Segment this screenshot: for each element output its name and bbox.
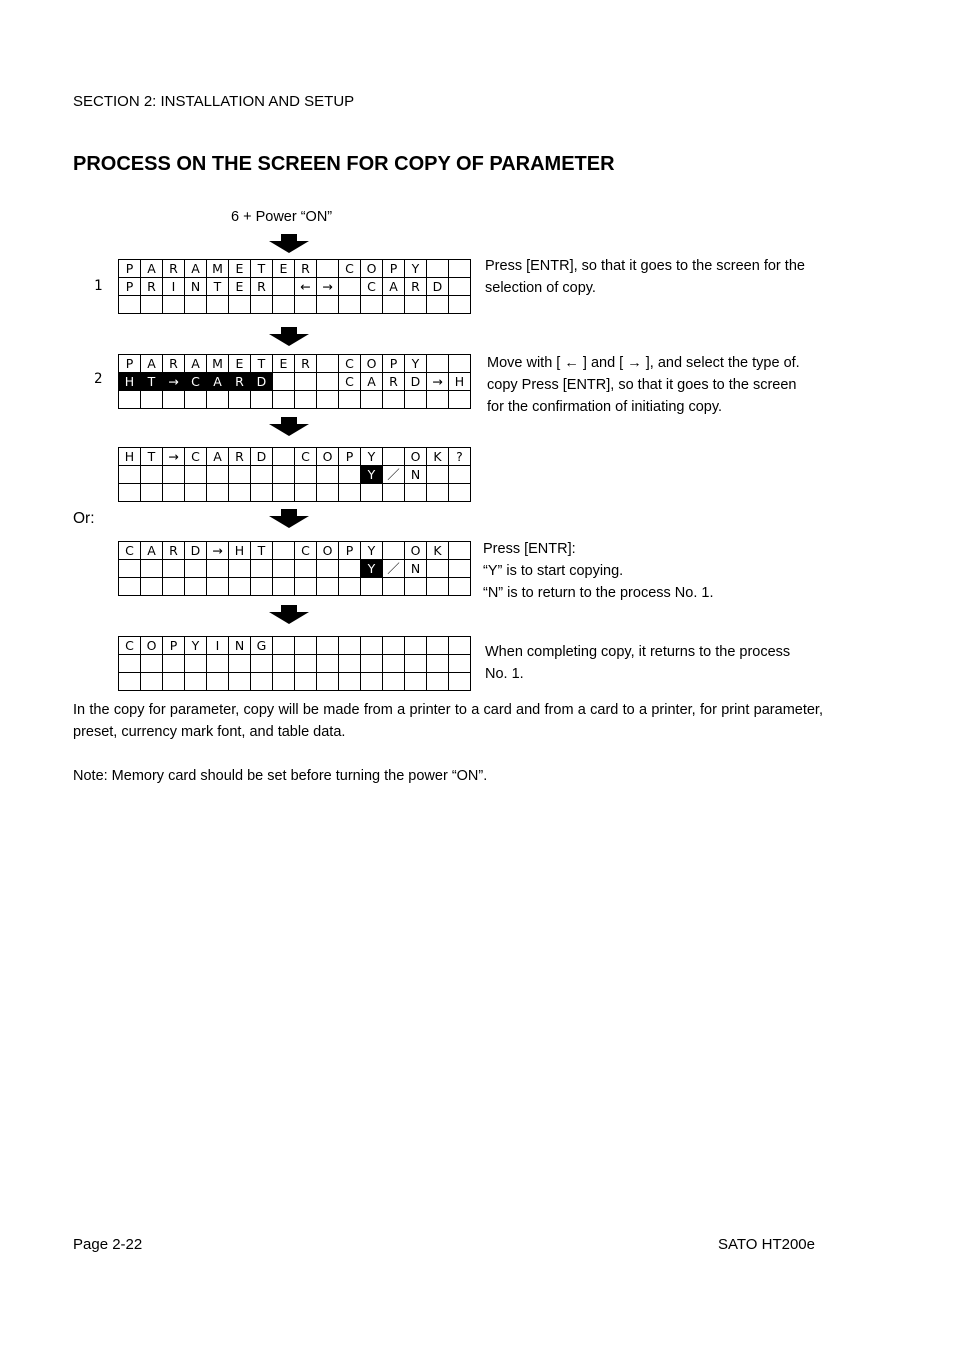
lcd-cell: E — [229, 355, 251, 373]
lcd-cell — [361, 578, 383, 596]
lcd-cell: G — [251, 637, 273, 655]
lcd-cell — [207, 578, 229, 596]
lcd-cell: R — [295, 260, 317, 278]
lcd-cell: D — [427, 278, 449, 296]
step-number: 2 — [94, 371, 103, 387]
lcd-cell: C — [119, 542, 141, 560]
lcd-cell — [317, 578, 339, 596]
lcd-cell: A — [185, 260, 207, 278]
lcd-cell: T — [251, 355, 273, 373]
lcd-cell — [383, 391, 405, 409]
lcd-cell — [405, 578, 427, 596]
lcd-cell — [207, 655, 229, 673]
lcd-cell — [273, 278, 295, 296]
lcd-cell — [185, 296, 207, 314]
lcd-cell — [361, 296, 383, 314]
lcd-cell — [141, 655, 163, 673]
lcd-cell: O — [361, 355, 383, 373]
lcd-cell: C — [339, 355, 361, 373]
lcd-cell — [295, 655, 317, 673]
lcd-cell — [141, 484, 163, 502]
lcd-cell: O — [405, 542, 427, 560]
lcd-screen-2 — [118, 354, 471, 409]
lcd-cell: E — [229, 278, 251, 296]
lcd-cell — [317, 296, 339, 314]
lcd-cell — [427, 355, 449, 373]
lcd-cell: P — [383, 355, 405, 373]
lcd-cell — [449, 278, 471, 296]
lcd-cell — [405, 391, 427, 409]
description-line: Press [ENTR], so that it goes to the screen for the — [485, 258, 805, 274]
lcd-cell: → — [427, 373, 449, 391]
lcd-cell: C — [119, 637, 141, 655]
description-step-2 — [487, 352, 832, 418]
lcd-cell: C — [339, 373, 361, 391]
lcd-cell: → — [163, 373, 185, 391]
lcd-cell: C — [295, 542, 317, 560]
lcd-row — [119, 542, 471, 560]
lcd-cell — [317, 355, 339, 373]
lcd-cell — [273, 391, 295, 409]
lcd-cell: P — [119, 260, 141, 278]
lcd-cell: T — [141, 373, 163, 391]
lcd-cell — [427, 560, 449, 578]
lcd-cell: P — [163, 637, 185, 655]
lcd-cell — [229, 655, 251, 673]
lcd-cell — [339, 391, 361, 409]
lcd-cell — [229, 484, 251, 502]
lcd-cell — [405, 484, 427, 502]
lcd-cell — [383, 448, 405, 466]
description-line: Press [ENTR]: — [483, 541, 576, 557]
lcd-cell — [295, 560, 317, 578]
lcd-cell — [449, 637, 471, 655]
lcd-row — [119, 278, 471, 296]
lcd-cell — [207, 484, 229, 502]
lcd-row — [119, 673, 471, 691]
lcd-cell — [383, 578, 405, 596]
lcd-cell — [339, 578, 361, 596]
lcd-cell: Y — [185, 637, 207, 655]
lcd-cell — [449, 673, 471, 691]
lcd-cell: E — [229, 260, 251, 278]
lcd-cell: N — [405, 466, 427, 484]
lcd-cell: N — [405, 560, 427, 578]
description-line: for the confirmation of initiating copy. — [487, 399, 723, 415]
lcd-cell — [207, 391, 229, 409]
lcd-cell — [449, 484, 471, 502]
lcd-cell: P — [383, 260, 405, 278]
lcd-row — [119, 355, 471, 373]
lcd-cell — [317, 373, 339, 391]
lcd-cell — [339, 484, 361, 502]
page-title: PROCESS ON THE SCREEN FOR COPY OF PARAMETER — [73, 153, 615, 175]
lcd-cell — [449, 655, 471, 673]
lcd-cell — [273, 637, 295, 655]
lcd-cell — [141, 466, 163, 484]
lcd-cell: C — [295, 448, 317, 466]
lcd-cell — [119, 484, 141, 502]
lcd-cell — [427, 260, 449, 278]
step-number: 1 — [94, 278, 103, 294]
lcd-cell: Y — [361, 542, 383, 560]
lcd-cell — [141, 296, 163, 314]
lcd-row — [119, 448, 471, 466]
lcd-cell: ／ — [383, 560, 405, 578]
lcd-cell: H — [449, 373, 471, 391]
lcd-cell — [427, 655, 449, 673]
lcd-cell — [295, 466, 317, 484]
lcd-cell: T — [251, 542, 273, 560]
lcd-cell — [273, 655, 295, 673]
lcd-cell — [361, 673, 383, 691]
lcd-cell — [251, 391, 273, 409]
down-arrow-icon — [267, 417, 311, 437]
lcd-cell — [295, 484, 317, 502]
lcd-cell — [163, 296, 185, 314]
lcd-cell: M — [207, 355, 229, 373]
lcd-cell — [207, 466, 229, 484]
lcd-cell: T — [251, 260, 273, 278]
lcd-cell: A — [141, 355, 163, 373]
down-arrow-icon — [267, 234, 311, 254]
lcd-cell: R — [251, 278, 273, 296]
lcd-cell — [273, 673, 295, 691]
lcd-cell — [449, 466, 471, 484]
lcd-cell: C — [361, 278, 383, 296]
lcd-cell: N — [185, 278, 207, 296]
description-line: When completing copy, it returns to the process — [485, 644, 791, 660]
lcd-cell — [449, 542, 471, 560]
lcd-cell — [185, 673, 207, 691]
lcd-cell — [295, 637, 317, 655]
lcd-cell — [383, 542, 405, 560]
lcd-cell: O — [317, 542, 339, 560]
lcd-cell — [427, 466, 449, 484]
lcd-cell — [339, 296, 361, 314]
lcd-cell — [273, 296, 295, 314]
lcd-screen-4 — [118, 541, 471, 596]
lcd-cell — [339, 655, 361, 673]
lcd-cell: K — [427, 542, 449, 560]
body-paragraph: In the copy for parameter, copy will be made from a printer to a card and from a card to a printer, for print parameter, preset, currency mark font, and table data. — [73, 702, 823, 740]
description-step-1 — [485, 255, 830, 299]
footer-page-number: Page 2-22 — [73, 1236, 143, 1253]
lcd-cell — [141, 391, 163, 409]
lcd-cell — [119, 560, 141, 578]
lcd-cell — [251, 296, 273, 314]
lcd-cell — [295, 391, 317, 409]
description-confirm — [483, 538, 828, 604]
lcd-cell: P — [119, 278, 141, 296]
lcd-cell: A — [207, 373, 229, 391]
lcd-cell — [317, 391, 339, 409]
lcd-cell — [229, 673, 251, 691]
lcd-cell — [383, 484, 405, 502]
lcd-cell: R — [163, 542, 185, 560]
lcd-cell — [317, 484, 339, 502]
lcd-cell — [119, 655, 141, 673]
lcd-cell: C — [185, 373, 207, 391]
lcd-cell: R — [163, 355, 185, 373]
lcd-screen-1 — [118, 259, 471, 314]
lcd-cell: R — [163, 260, 185, 278]
lcd-cell — [295, 673, 317, 691]
lcd-cell — [427, 578, 449, 596]
lcd-cell: Y — [405, 260, 427, 278]
description-line: copy Press [ENTR], so that it goes to the screen — [487, 377, 797, 393]
lcd-cell — [185, 655, 207, 673]
description-line: “Y” is to start copying. — [483, 563, 624, 579]
lcd-cell: C — [185, 448, 207, 466]
lcd-cell: H — [119, 373, 141, 391]
lcd-cell — [449, 578, 471, 596]
lcd-cell — [427, 296, 449, 314]
lcd-cell — [317, 466, 339, 484]
lcd-cell — [383, 655, 405, 673]
lcd-cell — [207, 673, 229, 691]
lcd-cell — [163, 466, 185, 484]
lcd-row — [119, 373, 471, 391]
lcd-cell: A — [141, 260, 163, 278]
lcd-cell: D — [185, 542, 207, 560]
lcd-cell: Y — [405, 355, 427, 373]
lcd-cell — [163, 578, 185, 596]
lcd-cell — [339, 673, 361, 691]
lcd-cell — [361, 655, 383, 673]
down-arrow-icon — [267, 605, 311, 625]
lcd-cell — [427, 637, 449, 655]
lcd-cell: E — [273, 260, 295, 278]
lcd-cell: D — [251, 448, 273, 466]
lcd-cell: R — [229, 373, 251, 391]
lcd-cell: ? — [449, 448, 471, 466]
lcd-cell: ← — [295, 278, 317, 296]
lcd-cell — [163, 655, 185, 673]
lcd-cell: Y — [361, 560, 383, 578]
lcd-cell: T — [141, 448, 163, 466]
lcd-cell: M — [207, 260, 229, 278]
lcd-cell — [449, 355, 471, 373]
lcd-cell: K — [427, 448, 449, 466]
lcd-cell — [185, 560, 207, 578]
lcd-cell — [383, 637, 405, 655]
lcd-cell: A — [383, 278, 405, 296]
lcd-cell: C — [339, 260, 361, 278]
section-header: SECTION 2: INSTALLATION AND SETUP — [73, 93, 355, 110]
lcd-cell — [251, 484, 273, 502]
lcd-cell — [405, 637, 427, 655]
lcd-row — [119, 260, 471, 278]
lcd-cell — [141, 578, 163, 596]
description-line: No. 1. — [485, 666, 524, 682]
lcd-cell: O — [141, 637, 163, 655]
lcd-cell — [383, 673, 405, 691]
lcd-cell: D — [251, 373, 273, 391]
lcd-cell — [229, 391, 251, 409]
lcd-cell — [273, 484, 295, 502]
lcd-cell — [119, 673, 141, 691]
or-label: Or: — [73, 510, 95, 527]
lcd-cell — [339, 560, 361, 578]
lcd-cell: A — [141, 542, 163, 560]
lcd-cell: N — [229, 637, 251, 655]
lcd-row — [119, 296, 471, 314]
lcd-cell — [251, 560, 273, 578]
lcd-row — [119, 637, 471, 655]
lcd-cell — [295, 296, 317, 314]
lcd-row — [119, 655, 471, 673]
lcd-cell — [339, 278, 361, 296]
lcd-cell: A — [185, 355, 207, 373]
lcd-cell — [317, 655, 339, 673]
lcd-cell — [119, 296, 141, 314]
lcd-cell — [339, 637, 361, 655]
lcd-cell — [119, 391, 141, 409]
start-label: 6 + Power “ON” — [231, 209, 333, 225]
lcd-cell — [273, 578, 295, 596]
lcd-row — [119, 391, 471, 409]
lcd-row — [119, 560, 471, 578]
lcd-row — [119, 466, 471, 484]
description-line: selection of copy. — [485, 280, 596, 296]
down-arrow-icon — [267, 509, 311, 529]
lcd-cell — [229, 578, 251, 596]
lcd-cell — [361, 484, 383, 502]
lcd-cell — [273, 542, 295, 560]
lcd-cell: O — [361, 260, 383, 278]
lcd-cell: R — [295, 355, 317, 373]
lcd-cell — [251, 655, 273, 673]
lcd-cell: ／ — [383, 466, 405, 484]
lcd-cell: H — [229, 542, 251, 560]
lcd-cell — [163, 484, 185, 502]
lcd-row — [119, 484, 471, 502]
lcd-cell: A — [361, 373, 383, 391]
lcd-cell — [185, 484, 207, 502]
description-line: Move with [ ← ] and [ → ], and select the type of. — [487, 355, 800, 371]
footer-product-name: SATO HT200e — [718, 1236, 815, 1253]
lcd-cell: → — [317, 278, 339, 296]
lcd-cell — [427, 673, 449, 691]
lcd-cell — [295, 578, 317, 596]
lcd-cell: O — [405, 448, 427, 466]
lcd-cell — [185, 466, 207, 484]
lcd-cell: → — [163, 448, 185, 466]
lcd-cell — [295, 373, 317, 391]
lcd-cell — [273, 448, 295, 466]
down-arrow-icon — [267, 327, 311, 347]
lcd-cell — [251, 578, 273, 596]
lcd-cell: O — [317, 448, 339, 466]
lcd-cell — [361, 637, 383, 655]
lcd-cell — [339, 466, 361, 484]
lcd-cell — [383, 296, 405, 314]
lcd-cell — [163, 391, 185, 409]
lcd-cell: A — [207, 448, 229, 466]
lcd-cell — [317, 637, 339, 655]
lcd-cell: I — [163, 278, 185, 296]
lcd-cell — [119, 578, 141, 596]
lcd-cell: Y — [361, 466, 383, 484]
lcd-cell: Y — [361, 448, 383, 466]
lcd-cell: T — [207, 278, 229, 296]
lcd-cell — [141, 560, 163, 578]
lcd-cell — [427, 484, 449, 502]
lcd-cell — [207, 560, 229, 578]
description-copying — [485, 641, 830, 685]
lcd-cell: R — [383, 373, 405, 391]
lcd-cell: → — [207, 542, 229, 560]
lcd-cell: E — [273, 355, 295, 373]
lcd-cell — [185, 578, 207, 596]
lcd-cell: H — [119, 448, 141, 466]
lcd-cell — [405, 655, 427, 673]
lcd-cell: P — [339, 448, 361, 466]
lcd-cell: D — [405, 373, 427, 391]
description-line: “N” is to return to the process No. 1. — [483, 585, 714, 601]
lcd-cell: I — [207, 637, 229, 655]
lcd-cell — [141, 673, 163, 691]
lcd-cell — [449, 296, 471, 314]
lcd-screen-3 — [118, 447, 471, 502]
lcd-cell — [163, 560, 185, 578]
lcd-cell — [405, 673, 427, 691]
lcd-cell — [449, 391, 471, 409]
lcd-cell: P — [339, 542, 361, 560]
lcd-cell — [317, 673, 339, 691]
note-text: Note: Memory card should be set before turning the power “ON”. — [73, 768, 488, 784]
lcd-cell — [207, 296, 229, 314]
lcd-cell — [119, 466, 141, 484]
lcd-cell: R — [229, 448, 251, 466]
lcd-cell — [449, 560, 471, 578]
lcd-cell — [427, 391, 449, 409]
lcd-cell — [273, 560, 295, 578]
lcd-cell — [405, 296, 427, 314]
lcd-row — [119, 578, 471, 596]
lcd-cell — [251, 673, 273, 691]
lcd-cell — [317, 560, 339, 578]
lcd-cell — [229, 466, 251, 484]
lcd-cell — [317, 260, 339, 278]
lcd-cell — [229, 560, 251, 578]
lcd-cell — [251, 466, 273, 484]
lcd-cell — [185, 391, 207, 409]
lcd-cell: R — [405, 278, 427, 296]
lcd-cell: P — [119, 355, 141, 373]
lcd-cell — [361, 391, 383, 409]
lcd-screen-5 — [118, 636, 471, 691]
lcd-cell — [273, 466, 295, 484]
lcd-cell — [229, 296, 251, 314]
lcd-cell: R — [141, 278, 163, 296]
lcd-cell — [273, 373, 295, 391]
lcd-cell — [449, 260, 471, 278]
lcd-cell — [163, 673, 185, 691]
